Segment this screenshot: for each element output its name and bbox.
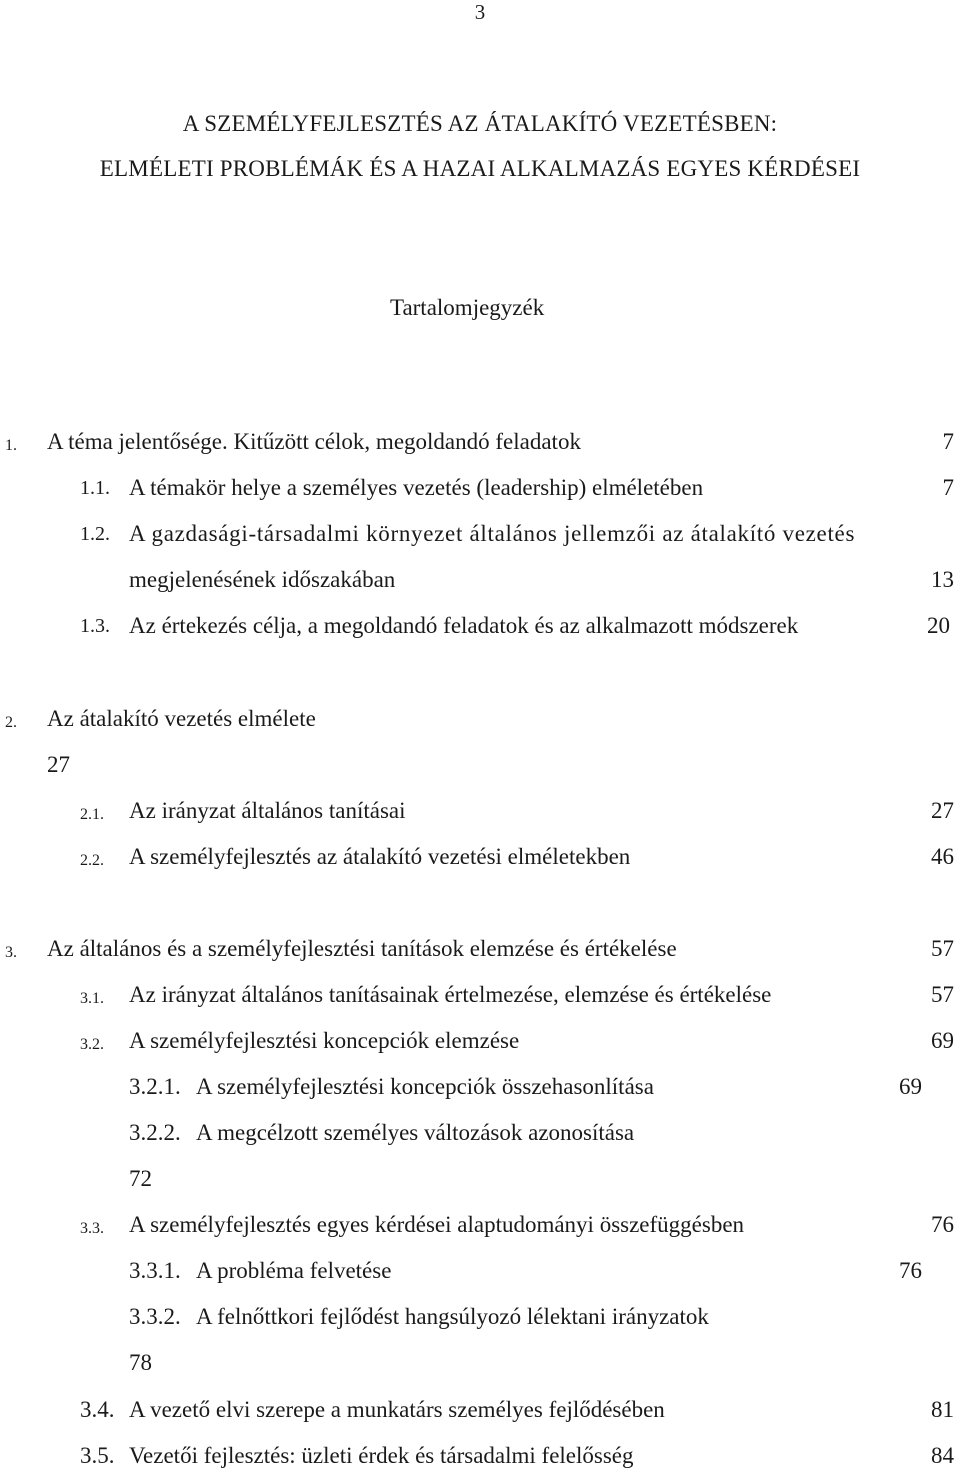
toc-num-2-2: 2.2.	[80, 852, 104, 869]
toc-num-1: 1.	[5, 437, 17, 454]
title-line-2: ELMÉLETI PROBLÉMÁK ÉS A HAZAI ALKALMAZÁS EGYES KÉRDÉSEI	[99, 156, 861, 181]
toc-entry-2: Az átalakító vezetés elmélete	[47, 706, 316, 731]
toc-page-3: 57	[931, 936, 954, 961]
toc-page-1-3: 20	[927, 613, 950, 638]
toc-num-3: 3.	[5, 944, 17, 961]
toc-entry-3-2-2: A megcélzott személyes változások azonosítása	[196, 1120, 635, 1145]
toc-num-3-3-2: 3.3.2.	[129, 1304, 181, 1329]
toc-page-3-3-2: 78	[129, 1350, 152, 1375]
toc-entry-1-3: Az értekezés célja, a megoldandó feladatok és az alkalmazott módszerek	[129, 613, 799, 638]
toc-num-3-1: 3.1.	[80, 990, 104, 1007]
toc-entry-1-2a: A gazdasági-társadalmi környezet általános jellemzői az átalakító vezetés	[129, 521, 856, 546]
title-line-1: A SZEMÉLYFEJLESZTÉS AZ ÁTALAKÍTÓ VEZETÉSBEN:	[182, 111, 778, 136]
page-number: 3	[474, 0, 486, 24]
toc-page-2: 27	[47, 752, 70, 777]
toc-num-2: 2.	[5, 714, 17, 731]
toc-page-3-2-1: 69	[899, 1074, 922, 1099]
toc-num-1-3: 1.3.	[80, 615, 110, 637]
toc-page-2-1: 27	[931, 798, 954, 823]
toc-entry-3-3: A személyfejlesztés egyes kérdései alaptudományi összefüggésben	[129, 1212, 745, 1237]
toc-entry-3-3-2: A felnőttkori fejlődést hangsúlyozó lélektani irányzatok	[196, 1304, 709, 1329]
toc-entry-2-1: Az irányzat általános tanításai	[129, 798, 406, 823]
toc-page-3-3: 76	[931, 1212, 954, 1237]
toc-entry-3-4: A vezető elvi szerepe a munkatárs személyes fejlődésében	[129, 1397, 665, 1422]
toc-entry-1: A téma jelentősége. Kitűzött célok, megoldandó feladatok	[47, 429, 581, 454]
toc-entry-3-2-1: A személyfejlesztési koncepciók összehasonlítása	[196, 1074, 654, 1099]
toc-entry-3-3-1: A probléma felvetése	[196, 1258, 392, 1283]
toc-entry-3-2: A személyfejlesztési koncepciók elemzése	[129, 1028, 520, 1053]
toc-entry-1-2b: megjelenésének időszakában	[129, 567, 396, 592]
toc-page-3-2: 69	[931, 1028, 954, 1053]
toc-page-3-4: 81	[931, 1397, 954, 1422]
toc-num-3-2-2: 3.2.2.	[129, 1120, 181, 1145]
toc-num-3-4: 3.4.	[80, 1397, 115, 1422]
toc-page-3-2-2: 72	[129, 1166, 152, 1191]
toc-entry-3: Az általános és a személyfejlesztési tanítások elemzése és értékelése	[47, 936, 677, 961]
toc-page-1: 7	[942, 429, 954, 454]
toc-num-2-1: 2.1.	[80, 806, 104, 823]
toc-num-3-3: 3.3.	[80, 1220, 104, 1237]
toc-page-3-5: 84	[931, 1443, 954, 1468]
toc-page-3-3-1: 76	[899, 1258, 922, 1283]
toc-num-3-2-1: 3.2.1.	[129, 1074, 181, 1099]
toc-entry-2-2: A személyfejlesztés az átalakító vezetési elméletekben	[129, 844, 631, 869]
toc-page-2-2: 46	[931, 844, 954, 869]
toc-num-3-3-1: 3.3.1.	[129, 1258, 181, 1283]
toc-page-3-1: 57	[931, 982, 954, 1007]
toc-heading: Tartalomjegyzék	[390, 295, 545, 320]
toc-entry-3-5: Vezetői fejlesztés: üzleti érdek és társadalmi felelősség	[129, 1443, 634, 1468]
toc-num-1-2: 1.2.	[80, 523, 110, 545]
toc-num-3-2: 3.2.	[80, 1036, 104, 1053]
toc-page-1-2: 13	[931, 567, 954, 592]
toc-num-3-5: 3.5.	[80, 1443, 115, 1468]
toc-entry-1-1: A témakör helye a személyes vezetés (leadership) elméletében	[129, 475, 704, 500]
toc-entry-3-1: Az irányzat általános tanításainak értelmezése, elemzése és értékelése	[129, 982, 772, 1007]
toc-page-1-1: 7	[942, 475, 954, 500]
toc-num-1-1: 1.1.	[80, 477, 110, 499]
